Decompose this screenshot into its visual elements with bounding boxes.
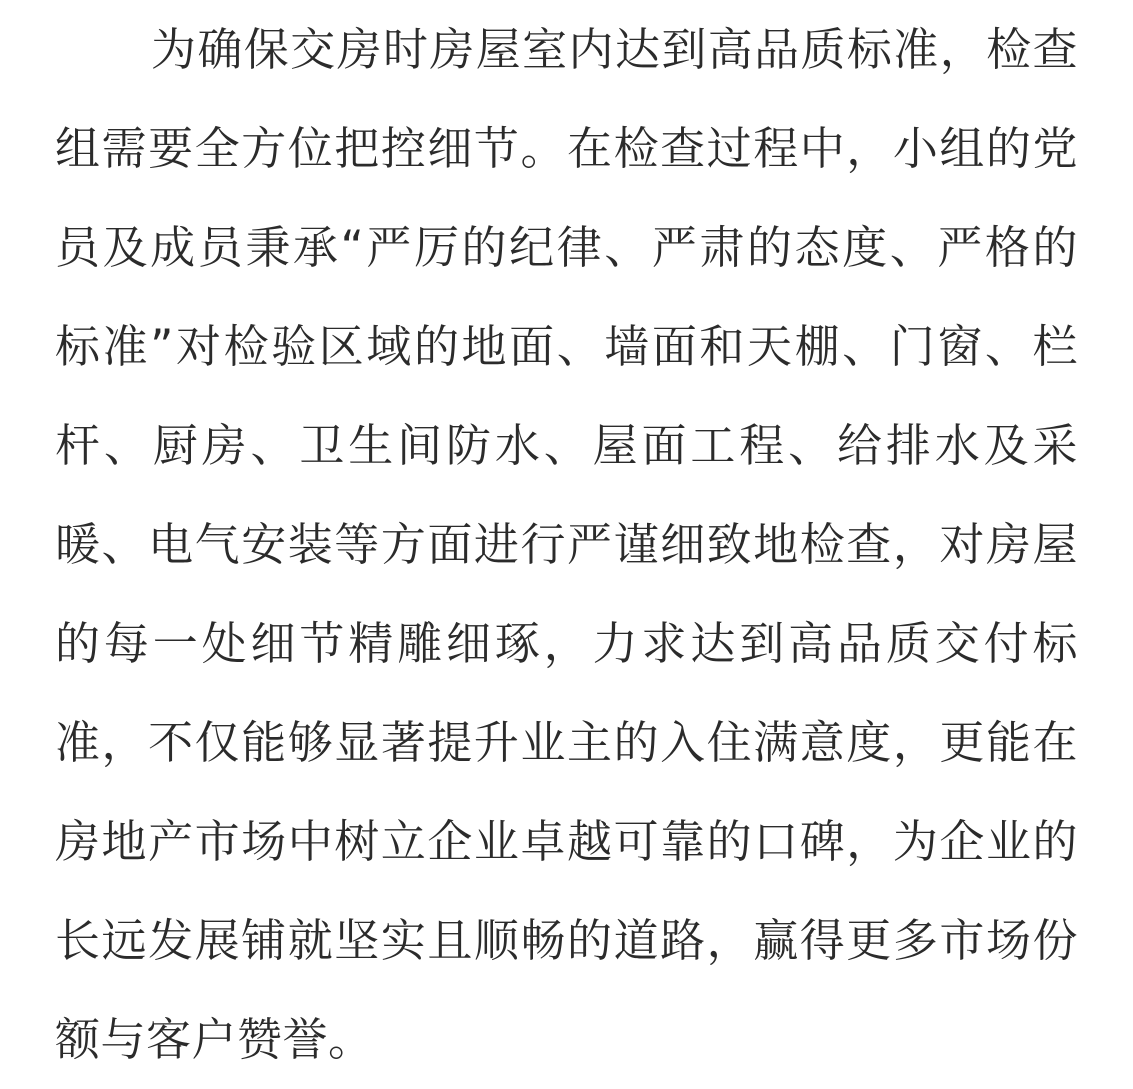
body-paragraph: 为确保交房时房屋室内达到高品质标准，检查组需要全方位把控细节。在检查过程中，小组的党员及成员秉承“严厉的纪律、严肃的态度、严格的标准”对检验区域的地面、墙面和天棚、门窗、栏杆、厨房、卫生间防水、屋面工程、给排水及采暖、电气安装等方面进行严谨细致地检查，对房屋的每一处细节精雕细琢，力求达到高品质交付标准，不仅能够显著提升业主的入住满意度，更能在房地产市场中树立企业卓越可靠的口碑，为企业的长远发展铺就坚实且顺畅的道路，赢得更多市场份额与客户赞誉。 <box>55 23 1078 1066</box>
